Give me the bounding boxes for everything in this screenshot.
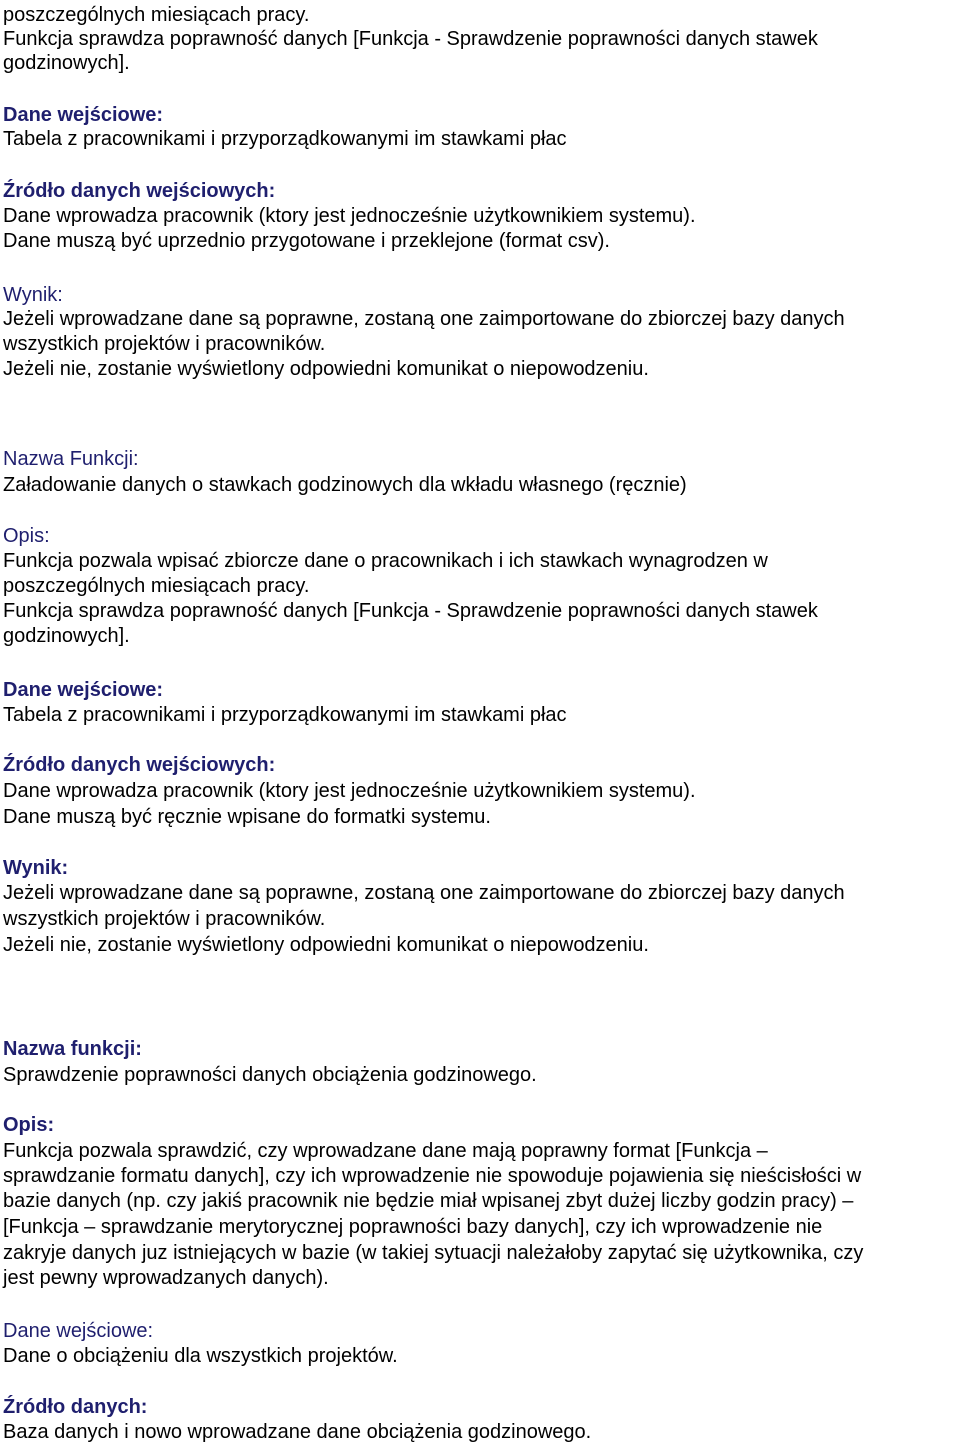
result-line: wszystkich projektów i pracowników. (3, 333, 326, 355)
description-line: Funkcja sprawdza poprawność danych [Funkcja - Sprawdzenie poprawności danych stawek (3, 600, 818, 622)
description-line: sprawdzanie formatu danych], czy ich wprowadzenie nie spowoduje pojawienia się nieścisłości w (3, 1165, 862, 1187)
input-value: Tabela z pracownikami i przyporządkowanymi im stawkami płac (3, 128, 567, 150)
source-label: Źródło danych wejściowych: (3, 180, 276, 202)
result-label: Wynik: (3, 857, 69, 879)
result-line: Jeżeli wprowadzane dane są poprawne, zostaną one zaimportowane do zbiorczej bazy danych (3, 882, 845, 904)
source-line: Dane wprowadza pracownik (ktory jest jednocześnie użytkownikiem systemu). (3, 780, 696, 802)
function-name-label: Nazwa Funkcji: (3, 448, 139, 470)
input-label: Dane wejściowe: (3, 679, 164, 701)
result-label: Wynik: (3, 284, 63, 306)
description-line: Funkcja pozwala sprawdzić, czy wprowadzane dane mają poprawny format [Funkcja – (3, 1140, 768, 1162)
text-line: Funkcja sprawdza poprawność danych [Funkcja - Sprawdzenie poprawności danych stawek (3, 28, 818, 50)
input-value: Dane o obciążeniu dla wszystkich projektów. (3, 1345, 398, 1367)
result-line: Jeżeli nie, zostanie wyświetlony odpowiedni komunikat o niepowodzeniu. (3, 358, 649, 380)
source-line: Dane muszą być uprzednio przygotowane i przeklejone (format csv). (3, 230, 610, 252)
source-line: Dane muszą być ręcznie wpisane do formatki systemu. (3, 806, 491, 828)
input-value: Tabela z pracownikami i przyporządkowanymi im stawkami płac (3, 704, 567, 726)
input-label: Dane wejściowe: (3, 104, 164, 126)
description-line: godzinowych]. (3, 625, 130, 647)
source-line: Dane wprowadza pracownik (ktory jest jednocześnie użytkownikiem systemu). (3, 205, 696, 227)
text-line: godzinowych]. (3, 52, 130, 74)
description-line: jest pewny wprowadzanych danych). (3, 1267, 329, 1289)
description-line: zakryje danych juz istniejących w bazie (w takiej sytuacji należałoby zapytać się użytkownika, czy (3, 1242, 864, 1264)
source-value: Baza danych i nowo wprowadzane dane obciążenia godzinowego. (3, 1421, 592, 1443)
result-line: wszystkich projektów i pracowników. (3, 908, 326, 930)
description-line: Funkcja pozwala wpisać zbiorcze dane o pracownikach i ich stawkach wynagrodzen w (3, 550, 768, 572)
function-name-value: Załadowanie danych o stawkach godzinowych dla wkładu własnego (ręcznie) (3, 474, 687, 496)
text-line: poszczególnych miesiącach pracy. (3, 4, 310, 26)
result-line: Jeżeli wprowadzane dane są poprawne, zostaną one zaimportowane do zbiorczej bazy danych (3, 308, 845, 330)
description-label: Opis: (3, 1114, 55, 1136)
function-name-label: Nazwa funkcji: (3, 1038, 142, 1060)
source-label: Źródło danych wejściowych: (3, 754, 276, 776)
description-line: bazie danych (np. czy jakiś pracownik nie będzie miał wpisanej zbyt dużej liczby godzin pracy) – (3, 1190, 854, 1212)
description-label: Opis: (3, 525, 50, 547)
input-label: Dane wejściowe: (3, 1320, 154, 1342)
result-line: Jeżeli nie, zostanie wyświetlony odpowiedni komunikat o niepowodzeniu. (3, 934, 649, 956)
description-line: [Funkcja – sprawdzanie merytorycznej poprawności bazy danych], czy ich wprowadzenie nie (3, 1216, 823, 1238)
description-line: poszczególnych miesiącach pracy. (3, 575, 310, 597)
source-label: Źródło danych: (3, 1396, 148, 1418)
function-name-value: Sprawdzenie poprawności danych obciążenia godzinowego. (3, 1064, 537, 1086)
